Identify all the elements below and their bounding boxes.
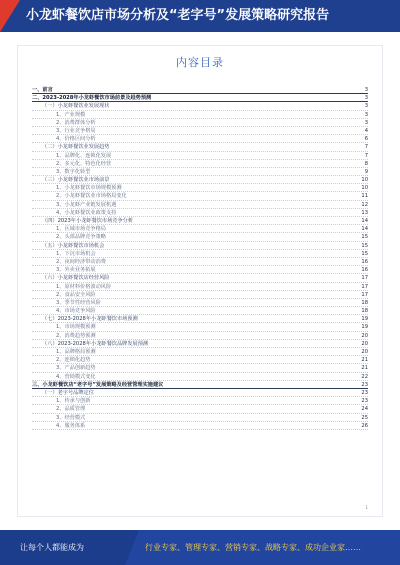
toc-entry-page: 23	[361, 381, 368, 388]
toc-entry-page: 3	[364, 95, 368, 102]
toc-entry-page: 19	[361, 324, 368, 331]
toc-entry-title: （八）2023-2028年小龙虾餐饮品牌发展预测	[42, 340, 149, 347]
toc-entry-title: （三）小龙虾餐饮业市场前景	[42, 177, 110, 184]
toc-title: 内容目录	[176, 56, 224, 69]
toc-entry-page: 15	[361, 234, 368, 241]
toc-entry[interactable]	[32, 111, 368, 119]
toc-page	[18, 46, 382, 516]
toc-entry[interactable]	[32, 184, 368, 192]
toc-entry-title: （一）老字号品牌定位	[42, 389, 94, 396]
toc-entry-title: 二、2023-2028年小龙虾餐饮市场前景及趋势预测	[32, 95, 152, 102]
toc-entry-page: 17	[361, 283, 368, 290]
toc-entry-title: （六）小龙虾餐饮店经营风险	[42, 275, 110, 282]
toc-entry-title: 2、连锁化趋势	[56, 357, 91, 364]
toc-entry-page: 14	[361, 218, 368, 224]
toc-entry-title: 2、头部品牌竞争策略	[56, 234, 106, 241]
toc-entry-page: 11	[361, 193, 368, 200]
toc-entry[interactable]	[32, 422, 368, 430]
report-title: 小龙虾餐饮店市场分析及“老字号”发展策略研究报告	[26, 8, 330, 23]
toc-entry-page: 3	[364, 103, 368, 110]
toc-entry[interactable]	[32, 266, 368, 274]
toc-entry-page: 10	[361, 185, 368, 192]
toc-entry-page: 19	[361, 316, 368, 323]
toc-entry[interactable]	[32, 348, 368, 356]
toc-entry-title: 2、夜间经济带动消费	[56, 258, 106, 265]
toc-entry-title: 3、经营模式	[56, 414, 86, 421]
footer-tagline: 行业专家、管理专家、营销专家、战略专家、成功企业家……	[145, 543, 361, 552]
toc-entry[interactable]	[32, 274, 368, 282]
toc-entry-title: 1、区域市场竞争格局	[56, 226, 106, 233]
toc-entry[interactable]	[32, 315, 368, 323]
toc-entry-title: 3、数字化转型	[56, 168, 91, 175]
toc-entry-title: 4、市场竞争风险	[56, 308, 96, 315]
toc-entry-title: 4、小龙虾餐饮业政策支持	[56, 209, 117, 216]
toc-entry-page: 17	[361, 275, 368, 282]
toc-entry-title: 三、小龙虾餐饮店“老字号”发展策略及经营管理实施建议	[32, 381, 164, 388]
toc-entry-page: 6	[364, 136, 368, 143]
toc-entry-page: 17	[361, 291, 368, 298]
toc-entry[interactable]	[32, 192, 368, 200]
toc-entry-title: 1、下沉市场机会	[56, 250, 96, 257]
toc-entry[interactable]	[32, 152, 368, 160]
toc-entry-title: 2、食品安全风险	[56, 291, 96, 298]
toc-entry-title: （二）小龙虾餐饮业发展趋势	[42, 144, 110, 151]
toc-entry[interactable]	[32, 225, 368, 233]
toc-entry-page: 21	[361, 365, 368, 372]
toc-entry[interactable]	[32, 299, 368, 307]
toc-entry-title: 3、行业竞争格局	[56, 127, 96, 134]
toc-entry[interactable]	[32, 250, 368, 258]
footer-separator	[125, 530, 139, 565]
toc-entry-page: 23	[361, 389, 368, 396]
toc-entry[interactable]	[32, 373, 368, 381]
toc-entry-title: （四）2023年小龙虾餐饮市场竞争分析	[42, 218, 134, 224]
toc-entry-page: 9	[364, 168, 368, 175]
toc-entry-page: 8	[364, 160, 368, 167]
toc-list	[32, 86, 368, 430]
toc-entry[interactable]	[32, 201, 368, 209]
toc-entry-page: 20	[361, 340, 368, 347]
toc-entry[interactable]	[32, 258, 368, 266]
toc-entry-title: 4、价格区间分析	[56, 136, 96, 143]
toc-entry[interactable]	[32, 217, 368, 225]
toc-entry-title: 4、服务体系	[56, 422, 86, 429]
toc-entry[interactable]	[32, 332, 368, 340]
toc-entry-title: （七）2023-2028年小龙虾餐饮市场预测	[42, 316, 138, 323]
toc-entry-page: 20	[361, 349, 368, 355]
toc-entry[interactable]	[32, 143, 368, 151]
toc-entry[interactable]	[32, 405, 368, 413]
toc-entry-page: 16	[361, 267, 368, 274]
toc-entry-page: 10	[361, 177, 368, 184]
toc-entry-page: 3	[364, 111, 368, 118]
toc-entry[interactable]	[32, 307, 368, 315]
toc-entry-title: 2、消费趋势预测	[56, 332, 96, 339]
toc-entry[interactable]	[32, 283, 368, 291]
toc-entry-page: 3	[364, 87, 368, 93]
toc-entry-page: 7	[364, 152, 368, 159]
toc-entry-page: 14	[361, 226, 368, 233]
toc-entry-title: 3、外卖业务拓展	[56, 267, 96, 274]
toc-entry-page: 15	[361, 250, 368, 257]
page-number: 1	[365, 505, 368, 510]
toc-entry[interactable]	[32, 323, 368, 331]
toc-entry-page: 18	[361, 299, 368, 306]
toc-entry-page: 13	[361, 209, 368, 216]
toc-entry-title: 3、季节性经营风险	[56, 299, 101, 306]
toc-entry-title: 2、小龙虾餐饮业市场格局变化	[56, 193, 127, 200]
toc-entry-title: 2、品质管理	[56, 406, 86, 413]
toc-entry-page: 22	[361, 373, 368, 380]
toc-entry[interactable]	[32, 135, 368, 143]
toc-entry-title: （五）小龙虾餐饮市场机会	[42, 242, 105, 249]
toc-entry[interactable]	[32, 102, 368, 110]
toc-entry[interactable]	[32, 397, 368, 405]
header-accent-stripe	[0, 0, 20, 32]
toc-entry[interactable]	[32, 94, 368, 102]
toc-entry[interactable]	[32, 209, 368, 217]
toc-entry[interactable]	[32, 119, 368, 127]
toc-entry[interactable]	[32, 160, 368, 168]
toc-entry[interactable]	[32, 356, 368, 364]
toc-entry[interactable]	[32, 414, 368, 422]
toc-entry-page: 16	[361, 258, 368, 265]
toc-entry-page: 21	[361, 357, 368, 364]
toc-entry-page: 24	[361, 406, 368, 413]
toc-entry[interactable]	[32, 176, 368, 184]
footer-slogan-panel	[0, 530, 125, 565]
report-header	[0, 0, 400, 32]
toc-entry[interactable]	[32, 127, 368, 135]
toc-entry-page: 23	[361, 398, 368, 405]
toc-entry[interactable]	[32, 340, 368, 348]
toc-entry[interactable]	[32, 389, 368, 397]
toc-entry-title: 一、前言	[32, 87, 53, 93]
toc-entry-title: 1、产业规模	[56, 111, 86, 118]
toc-entry-page: 7	[364, 144, 368, 151]
toc-entry-title: 3、小龙虾产业链发展机遇	[56, 201, 117, 208]
toc-entry-page: 4	[364, 127, 368, 134]
toc-entry[interactable]	[32, 168, 368, 176]
footer-slogan: 让每个人都能成为	[20, 543, 84, 552]
toc-entry-title: （一）小龙虾餐饮业发展现状	[42, 103, 110, 110]
toc-entry[interactable]	[32, 364, 368, 372]
toc-entry-title: 3、产品创新趋势	[56, 365, 96, 372]
toc-entry-page: 15	[361, 242, 368, 249]
toc-entry-page: 12	[361, 201, 368, 208]
toc-entry-title: 1、品牌格局预测	[56, 349, 96, 355]
toc-entry-title: 2、消费群体分析	[56, 119, 96, 126]
toc-entry-title: 1、原材料价格波动风险	[56, 283, 112, 290]
toc-entry-page: 3	[364, 119, 368, 126]
toc-entry[interactable]	[32, 381, 368, 389]
toc-entry-page: 26	[361, 422, 368, 429]
toc-entry-title: 4、营销模式变化	[56, 373, 96, 380]
report-footer	[0, 530, 400, 565]
toc-entry-title: 1、市场规模预测	[56, 324, 96, 331]
toc-entry-title: 2、多元化、特色化经营	[56, 160, 112, 167]
toc-entry-title: 1、品牌化、连锁化发展	[56, 152, 112, 159]
toc-entry-title: 1、传承与创新	[56, 398, 91, 405]
toc-entry-page: 18	[361, 308, 368, 315]
toc-entry[interactable]	[32, 233, 368, 241]
toc-entry-page: 20	[361, 332, 368, 339]
toc-entry-title: 1、小龙虾餐饮市场规模预测	[56, 185, 122, 192]
toc-entry[interactable]	[32, 242, 368, 250]
toc-entry[interactable]	[32, 291, 368, 299]
toc-entry-page: 25	[361, 414, 368, 421]
toc-entry[interactable]	[32, 86, 368, 94]
